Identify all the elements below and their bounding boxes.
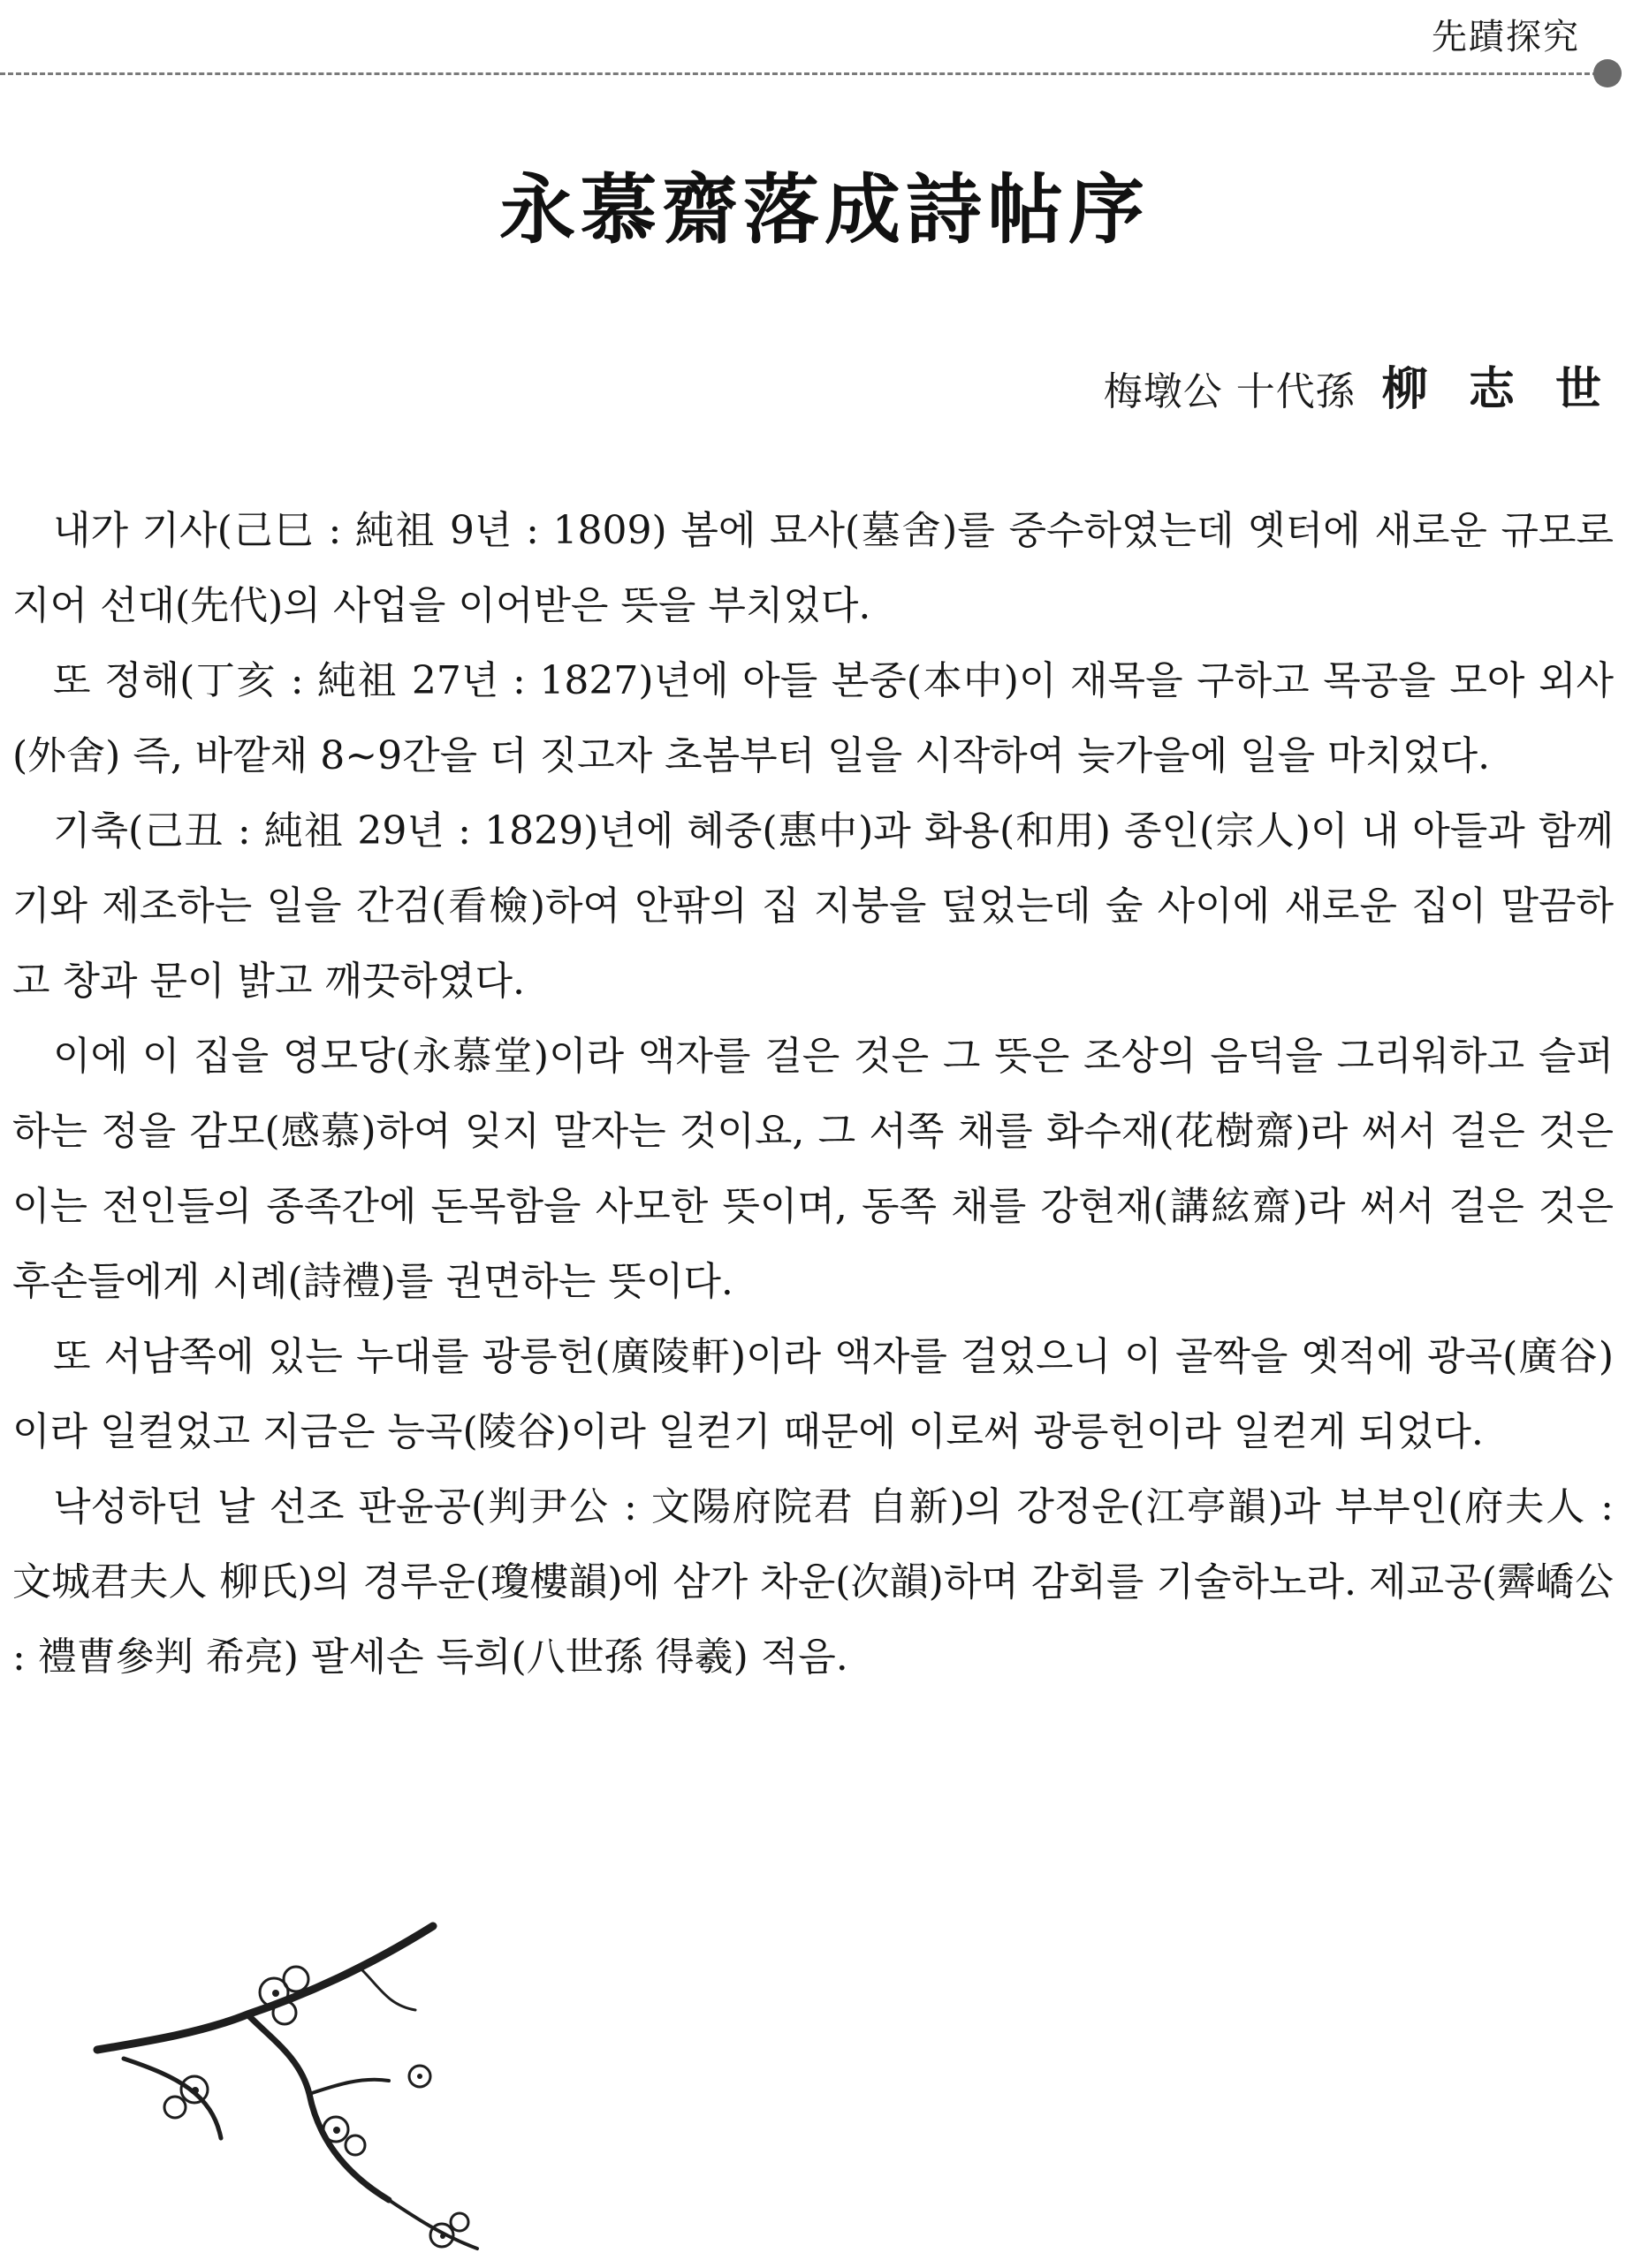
byline bbox=[1104, 352, 1614, 418]
paragraph-2: 또 정해(丁亥 : 純祖 27년 : 1827)년에 아들 본중(本中)이 재목을 구하고 목공을 모아 외사(外舍) 즉, 바깥채 8~9간을 더 짓고자 초봄부터 일을 시작하여 늦가을에 일을 마치었다. bbox=[12, 658, 1614, 778]
byline-lineage: 梅墩公 十代孫 bbox=[1103, 369, 1356, 414]
document-title: 永慕齋落成詩帖序 bbox=[499, 165, 1150, 254]
byline-author: 柳 志 世 bbox=[1381, 362, 1614, 416]
paragraph-3: 기축(己丑 : 純祖 29년 : 1829)년에 혜중(惠中)과 화용(和用) 종인(宗人)이 내 아들과 함께 기와 제조하는 일을 간검(看檢)하여 안팎의 집 지붕을 덮었는데 숲 사이에 새로운 집이 말끔하고 창과 문이 밝고 깨끗하였다. bbox=[12, 808, 1614, 1004]
header-rule bbox=[0, 72, 1598, 75]
plum-blossom-branch-icon bbox=[71, 1908, 530, 2262]
body-text bbox=[12, 493, 1614, 1695]
paragraph-6: 낙성하던 날 선조 판윤공(判尹公 : 文陽府院君 自新)의 강정운(江亭韻)과 부부인(府夫人 : 文城君夫人 柳氏)의 경루운(瓊樓韻)에 삼가 차운(次韻)하며 감회를 기술하노라. 제교공(霽嶠公 : 禮曹參判 希亮) 팔세손 득희(八世孫 得羲) 적음. bbox=[12, 1484, 1614, 1680]
circle-marker-icon bbox=[1593, 59, 1622, 87]
paragraph-4: 이에 이 집을 영모당(永慕堂)이라 액자를 걸은 것은 그 뜻은 조상의 음덕을 그리워하고 슬퍼하는 정을 감모(感慕)하여 잊지 말자는 것이요, 그 서쪽 채를 화수재(花樹齋)라 써서 걸은 것은 이는 전인들의 종족간에 돈목함을 사모한 뜻이며, 동쪽 채를 강현재(講絃齋)라 써서 걸은 것은 후손들에게 시례(詩禮)를 권면하는 뜻이다. bbox=[12, 1034, 1614, 1304]
paragraph-5: 또 서남쪽에 있는 누대를 광릉헌(廣陵軒)이라 액자를 걸었으니 이 골짝을 옛적에 광곡(廣谷)이라 일컬었고 지금은 능곡(陵谷)이라 일컫기 때문에 이로써 광릉헌이라 일컫게 되었다. bbox=[12, 1334, 1614, 1454]
section-label: 先蹟探究 bbox=[1432, 17, 1580, 57]
paragraph-1: 내가 기사(己巳 : 純祖 9년 : 1809) 봄에 묘사(墓舍)를 중수하였는데 옛터에 새로운 규모로 지어 선대(先代)의 사업을 이어받은 뜻을 부치었다. bbox=[12, 508, 1614, 628]
